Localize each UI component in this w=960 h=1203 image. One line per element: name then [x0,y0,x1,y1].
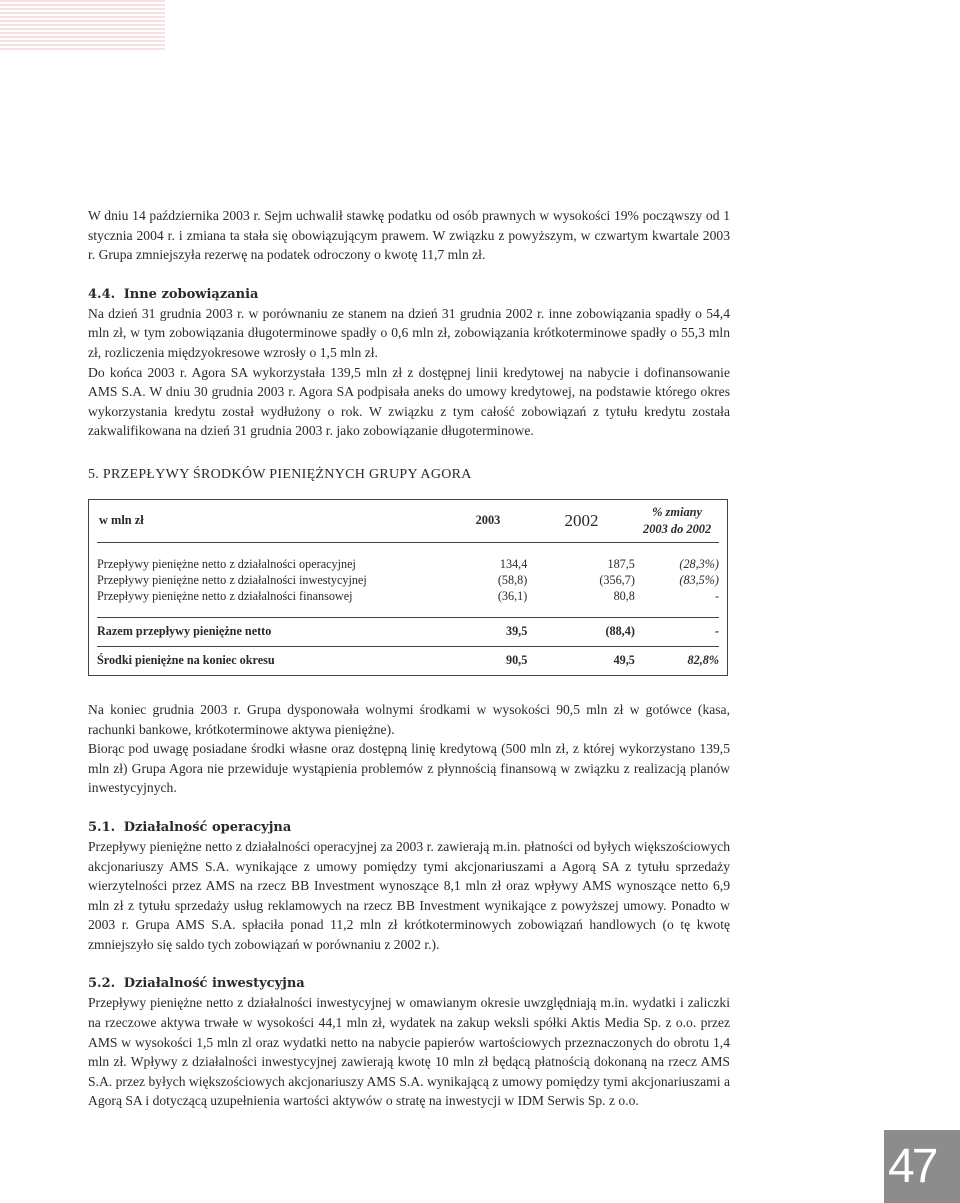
section-number: 5.1. [88,819,116,835]
section-5-1-heading [88,818,730,837]
section-4-4-paragraph-2: Do końca 2003 r. Agora SA wykorzystała 139,5 mln zł z dostępnej linii kredytowej na nabycie i dofinansowanie AMS S.A. W dniu 30 grudnia 2003 r. Agora SA podpisała aneks do umowy kredytowej, na podstawie którego okres wykorzystania kredytu został wydłużony o rok. W związku z tym całość zobowiązań z tytułu kredytu została zakwalifikowana na dzień 31 grudnia 2003 r. jako zobowiązanie długoterminowe. [88,364,730,439]
row-label: Przepływy pieniężne netto z działalności inwestycyjnej [97,573,367,588]
cash-flow-table [88,499,728,676]
section-5-heading: 5. PRZEPŁYWY ŚRODKÓW PIENIĘŻNYCH GRUPY AGORA [88,466,472,482]
section-4-4-heading [88,285,730,304]
row-value-2002: 187,5 [607,557,635,572]
corner-decoration [0,0,165,52]
table-body [89,543,727,609]
table-row [97,589,719,605]
row-value-2002: (356,7) [599,573,635,588]
table-header [97,500,719,543]
page-number: 47 [884,1130,960,1203]
header-2002: 2002 [564,511,599,531]
row-value-2003: (36,1) [497,589,528,604]
cash-end-label: Środki pieniężne na koniec okresu [97,653,275,668]
row-value-2002: 80,8 [613,589,635,604]
header-unit-label: w mln zł [99,513,144,528]
section-number: 5.2. [88,976,116,992]
row-label: Przepływy pieniężne netto z działalności operacyjnej [97,557,356,572]
total-flows-2002: (88,4) [605,624,635,639]
header-pct-line2: 2003 do 2002 [643,521,712,536]
header-2003: 2003 [475,513,501,528]
header-pct-line1: % zmiany [652,504,703,519]
cash-end-2003: 90,5 [505,653,528,668]
header-pct-change [635,504,719,538]
section-5-1-paragraph: Przepływy pieniężne netto z działalności operacyjnej za 2003 r. zawierają m.in. płatności od byłych większościowych akcjonariuszy AMS S.A. wynikające z umowy pomiędzy tymi akcjonariuszami a Agorą SA z tytułu sprzedaży wierzytelności przez AMS na rzecz BB Investment wynoszące 8,1 mln zł oraz wpływy AMS wynoszące netto 6,9 mln zł z tytułu sprzedaży usług reklamowych na rzecz BB Investment wynikające z powyższej umowy. Ponadto w 2003 r. Grupa AMS S.A. spłaciła ponad 11,2 mln zł krótkoterminowych zobowiązań handlowych (o tę kwotę zmniejszyło się saldo tych zobowiązań w porównaniu z 2002 r.). [88,838,730,952]
intro-paragraph: W dniu 14 października 2003 r. Sejm uchwalił stawkę podatku od osób prawnych w wysokości 19% począwszy od 1 stycznia 2004 r. i zmiana ta stała się obowiązującym prawem. W związku z powyższym, w czwartym kwartale 2003 r. Grupa zmniejszyła rezerwę na podatek odroczony o kwotę 11,7 mln zł. [88,208,730,263]
section-5-2-heading [88,974,730,993]
cash-end-row [97,646,719,675]
section-4-4-paragraph-1: Na dzień 31 grudnia 2003 r. w porównaniu ze stanem na dzień 31 grudnia 2002 r. inne zobowiązania spadły o 54,4 mln zł, w tym zobowiązania długoterminowe spadły o 0,6 mln zł, zobowiązania krótkoterminowe spadły o 55,3 mln zł, rozliczenia międzyokresowe wzrosły o 1,5 mln zł. [88,305,730,360]
total-flows-label: Razem przepływy pieniężne netto [97,624,272,639]
row-pct-change: - [714,589,719,604]
row-pct-change: (83,5%) [679,573,719,588]
section-title: Inne zobowiązania [123,286,259,302]
section-5-2-paragraph: Przepływy pieniężne netto z działalności inwestycyjnej w omawianym okresie uwzględniają m.in. wydatki i zaliczki na rzeczowe aktywa trwałe w wysokości 44,1 mln zł, wydatek na zakup weksli spółki Aktis Media Sp. z o.o. przez AMS w wysokości 1,5 mln zl oraz wydatki netto na nabycie papierów wartościowych przeznaczonych do obrotu 1,4 mln zł. Wpływy z działalności inwestycyjnej zawierają kwotę 10 mln zł będącą płatnością dokonaną na rzecz AMS S.A. przez byłych większościowych akcjonariuszy AMS S.A. wynikającą z umowy pomiędzy tymi akcjonariuszami a Agorą SA i dotyczącą uzupełnienia wartości aktywów o stratę na inwestycji w IDM Serwis Sp. z o.o. [88,995,730,1109]
total-flows-2003: 39,5 [505,624,528,639]
section-title: Działalność operacyjna [123,819,292,835]
section-number: 4.4. [88,286,116,302]
row-value-2003: (58,8) [497,573,528,588]
total-flows-pct: - [714,624,719,639]
cash-end-pct: 82,8% [687,653,719,668]
table-row [97,573,719,589]
cash-end-2002: 49,5 [613,653,635,668]
after-table-paragraph-2: Biorąc pod uwagę posiadane środki własne oraz dostępną linię kredytową (500 mln zł, z której wykorzystano 139,5 mln zł) Grupa Agora nie przewiduje wystąpienia problemów z płynnością finansową w związku z realizacją planów inwestycyjnych. [88,741,730,796]
table-row [97,557,719,573]
row-pct-change: (28,3%) [679,557,719,572]
row-value-2003: 134,4 [499,557,528,572]
after-table-paragraph-1: Na koniec grudnia 2003 r. Grupa dysponowała wolnymi środkami w wysokości 90,5 mln zł w gotówce (kasa, rachunki bankowe, krótkoterminowe aktywa pieniężne). [88,701,730,737]
document-body [88,206,730,1111]
section-title: Działalność inwestycyjna [123,976,305,992]
row-label: Przepływy pieniężne netto z działalności finansowej [97,589,353,604]
total-flows-row [97,617,719,646]
